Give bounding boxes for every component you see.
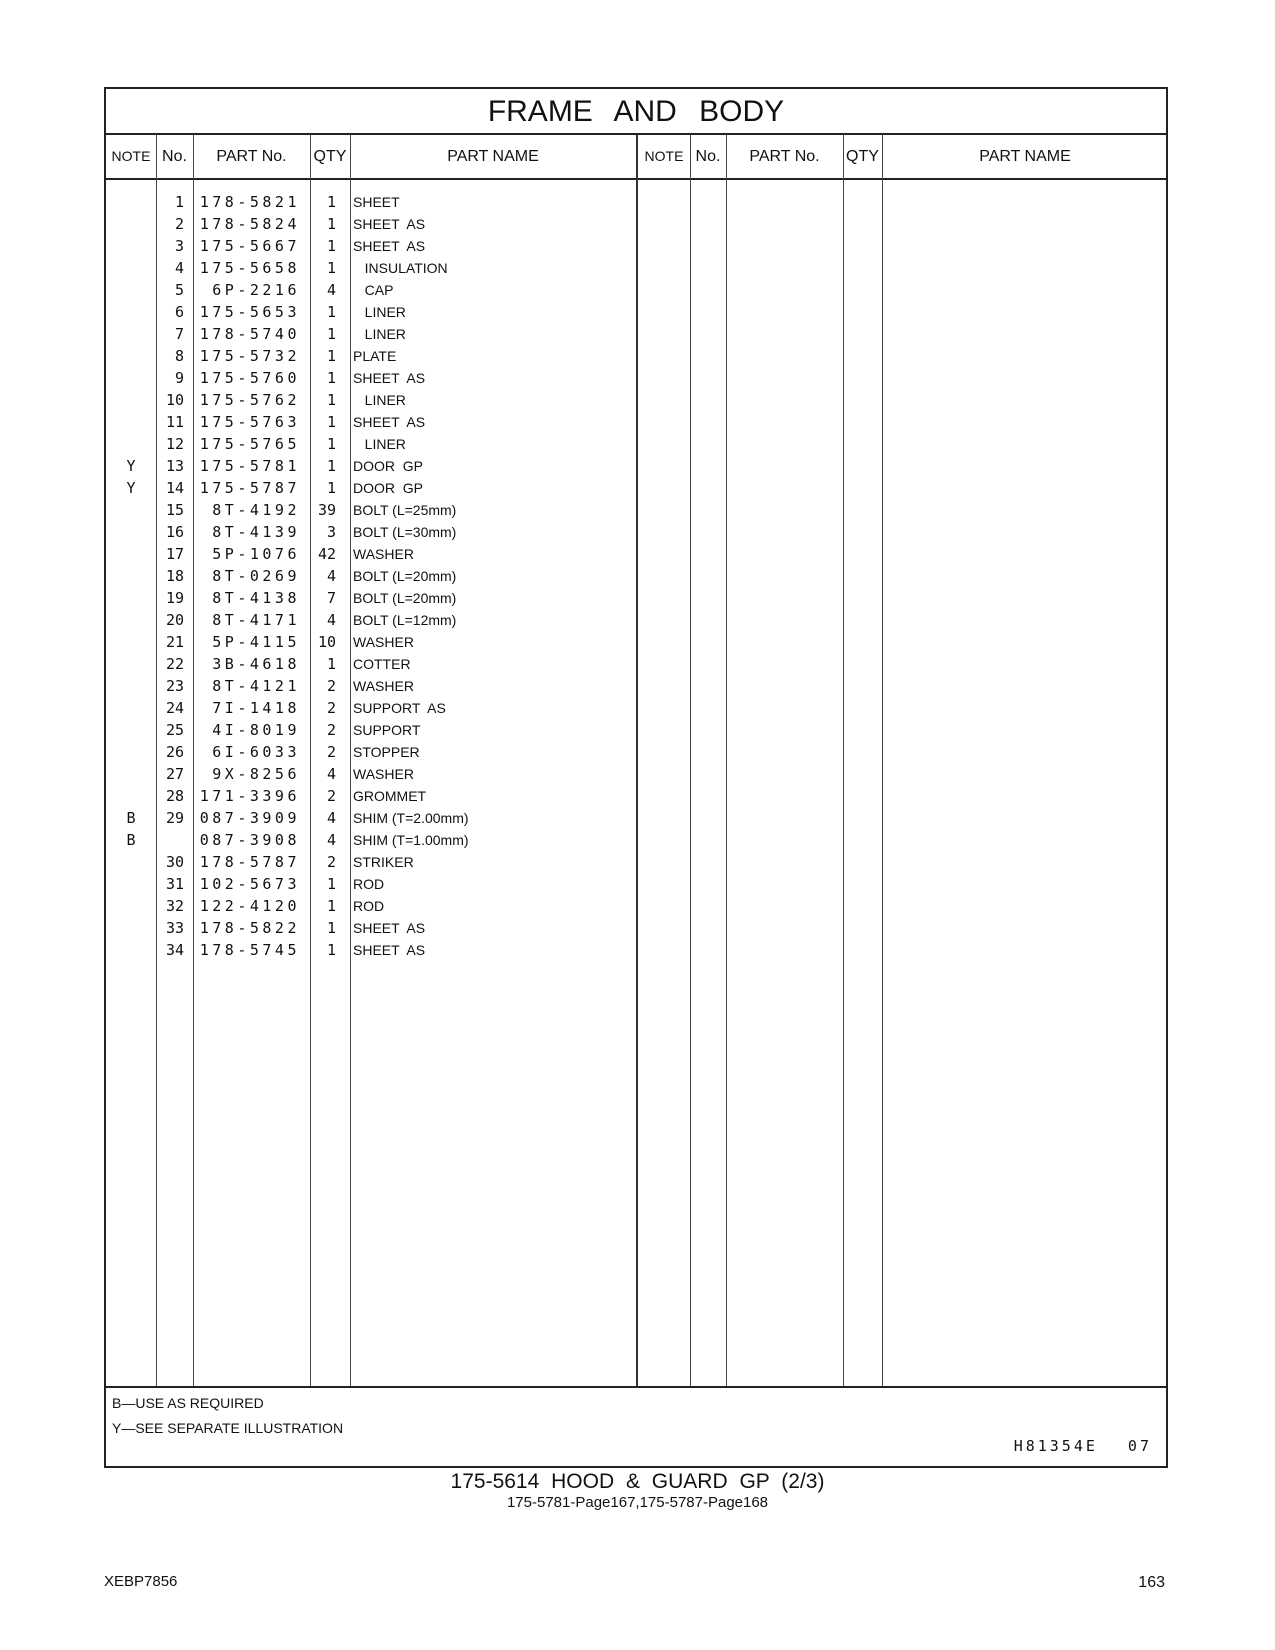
parts-table [104, 87, 1168, 1468]
row-part-number: 175-5732 [199, 347, 300, 365]
row-number: 25 [165, 721, 184, 739]
row-part-name: WASHER [353, 546, 414, 562]
row-note [106, 917, 156, 939]
row-part-number: 175-5667 [199, 237, 300, 255]
row-number: 11 [165, 413, 184, 431]
row-part-number: 175-5653 [199, 303, 300, 321]
table-row [106, 917, 626, 939]
row-part-name: SHEET AS [353, 920, 426, 936]
row-quantity: 1 [326, 479, 336, 497]
header-no-left: No. [162, 148, 187, 165]
row-number: 31 [165, 875, 184, 893]
row-note [106, 499, 156, 521]
row-number: 18 [165, 567, 184, 585]
row-note [106, 697, 156, 719]
row-part-number: 3B-4618 [212, 655, 300, 673]
row-quantity: 1 [326, 875, 336, 893]
row-quantity: 1 [326, 897, 336, 915]
row-part-number: 175-5787 [199, 479, 300, 497]
row-number [156, 829, 184, 851]
row-number: 27 [165, 765, 184, 783]
caption-title: 175-5614 HOOD & GUARD GP (2/3) [450, 1470, 825, 1493]
row-part-number: 175-5658 [199, 259, 300, 277]
row-part-name: LINER [353, 326, 406, 342]
row-part-number: 8T-0269 [212, 567, 300, 585]
row-part-number: 102-5673 [199, 875, 300, 893]
row-note [106, 785, 156, 807]
drawing-number: H81354E 07 [1013, 1437, 1152, 1455]
row-note [106, 675, 156, 697]
row-number: 33 [165, 919, 184, 937]
row-part-number: 5P-4115 [212, 633, 300, 651]
column-divider [882, 135, 883, 1386]
table-row [106, 873, 626, 895]
row-quantity: 1 [326, 369, 336, 387]
row-note: Y [126, 479, 136, 497]
document-id: XEBP7856 [104, 1573, 178, 1590]
row-quantity: 1 [326, 457, 336, 475]
row-part-number: 178-5822 [199, 919, 300, 937]
row-quantity: 1 [326, 413, 336, 431]
page-number: 163 [1138, 1574, 1165, 1591]
row-number: 32 [165, 897, 184, 915]
row-part-name: LINER [353, 392, 406, 408]
row-number: 20 [165, 611, 184, 629]
row-note [106, 411, 156, 433]
row-part-name: WASHER [353, 634, 414, 650]
legend-b: B—USE AS REQUIRED [112, 1395, 264, 1411]
row-number: 3 [174, 237, 184, 255]
row-part-name: BOLT (L=30mm) [353, 524, 457, 540]
table-row [106, 411, 626, 433]
column-divider [726, 135, 727, 1386]
row-part-name: SHEET [353, 194, 400, 210]
row-number: 2 [174, 215, 184, 233]
row-part-number: 175-5781 [199, 457, 300, 475]
row-note [106, 565, 156, 587]
row-number: 15 [165, 501, 184, 519]
table-row [106, 213, 626, 235]
row-part-number: 8T-4192 [212, 501, 300, 519]
table-row [106, 763, 626, 785]
row-note [106, 741, 156, 763]
row-part-name: COTTER [353, 656, 411, 672]
row-part-number: 178-5787 [199, 853, 300, 871]
row-part-name: CAP [353, 282, 394, 298]
row-note [106, 389, 156, 411]
column-divider [690, 135, 691, 1386]
row-number: 19 [165, 589, 184, 607]
row-number: 26 [165, 743, 184, 761]
row-part-name: DOOR GP [353, 458, 424, 474]
row-part-number: 9X-8256 [212, 765, 300, 783]
row-part-name: DOOR GP [353, 480, 424, 496]
row-part-number: 178-5740 [199, 325, 300, 343]
row-note [106, 543, 156, 565]
row-quantity: 1 [326, 941, 336, 959]
row-part-name: BOLT (L=25mm) [353, 502, 457, 518]
table-row [106, 389, 626, 411]
row-part-name: WASHER [353, 766, 414, 782]
row-number: 6 [174, 303, 184, 321]
table-row [106, 829, 626, 851]
table-row [106, 257, 626, 279]
row-quantity: 3 [326, 523, 336, 541]
row-part-number: 175-5763 [199, 413, 300, 431]
row-note [106, 939, 156, 961]
header-qty-right: QTY [846, 148, 879, 165]
row-number: 28 [165, 787, 184, 805]
row-note: Y [126, 457, 136, 475]
row-part-number: 171-3396 [199, 787, 300, 805]
row-number: 7 [174, 325, 184, 343]
row-number: 23 [165, 677, 184, 695]
row-number: 16 [165, 523, 184, 541]
legend-y: Y—SEE SEPARATE ILLUSTRATION [112, 1420, 344, 1436]
row-part-name: LINER [353, 436, 406, 452]
table-row [106, 807, 626, 829]
row-quantity: 39 [317, 501, 336, 519]
column-divider [843, 135, 844, 1386]
column-divider [636, 135, 638, 1386]
row-quantity: 1 [326, 391, 336, 409]
row-part-name: PLATE [353, 348, 397, 364]
row-note [106, 367, 156, 389]
row-part-name: WASHER [353, 678, 414, 694]
row-part-number: 178-5821 [199, 193, 300, 211]
row-quantity: 4 [326, 809, 336, 827]
row-note [106, 719, 156, 741]
row-number: 17 [165, 545, 184, 563]
row-quantity: 1 [326, 655, 336, 673]
header-part-right: PART No. [749, 148, 820, 165]
row-part-name: SHEET AS [353, 414, 426, 430]
header-name-right: PART NAME [979, 148, 1071, 165]
row-quantity: 4 [326, 281, 336, 299]
table-row [106, 675, 626, 697]
table-row [106, 191, 626, 213]
row-number: 8 [174, 347, 184, 365]
table-row [106, 851, 626, 873]
table-row [106, 323, 626, 345]
table-row [106, 653, 626, 675]
row-quantity: 1 [326, 325, 336, 343]
row-note [106, 851, 156, 873]
row-part-name: BOLT (L=20mm) [353, 568, 457, 584]
row-quantity: 1 [326, 347, 336, 365]
table-row [106, 477, 626, 499]
table-row [106, 367, 626, 389]
row-part-number: 6P-2216 [212, 281, 300, 299]
row-part-name: INSULATION [353, 260, 448, 276]
row-note [106, 609, 156, 631]
row-quantity: 1 [326, 215, 336, 233]
caption-page-references: 175-5781-Page167,175-5787-Page168 [506, 1494, 769, 1511]
table-row [106, 719, 626, 741]
row-quantity: 4 [326, 567, 336, 585]
row-note [106, 631, 156, 653]
row-number: 4 [174, 259, 184, 277]
row-note [106, 433, 156, 455]
row-part-number: 8T-4121 [212, 677, 300, 695]
row-number: 24 [165, 699, 184, 717]
row-note [106, 521, 156, 543]
row-quantity: 4 [326, 831, 336, 849]
row-part-number: 8T-4171 [212, 611, 300, 629]
row-note [106, 587, 156, 609]
row-part-number: 178-5824 [199, 215, 300, 233]
row-part-name: SHIM (T=1.00mm) [353, 832, 469, 848]
row-note [106, 323, 156, 345]
row-quantity: 1 [326, 919, 336, 937]
table-title: FRAME AND BODY [106, 89, 1166, 135]
row-note [106, 763, 156, 785]
table-row [106, 895, 626, 917]
row-quantity: 1 [326, 303, 336, 321]
row-number: 34 [165, 941, 184, 959]
row-part-number: 175-5760 [199, 369, 300, 387]
row-note [106, 895, 156, 917]
table-row [106, 433, 626, 455]
row-quantity: 2 [326, 787, 336, 805]
row-part-name: SUPPORT AS [353, 700, 446, 716]
row-part-name: SHEET AS [353, 942, 426, 958]
row-number: 12 [165, 435, 184, 453]
row-part-number: 7I-1418 [212, 699, 300, 717]
row-quantity: 1 [326, 237, 336, 255]
row-part-name: SHEET AS [353, 370, 426, 386]
table-row [106, 345, 626, 367]
table-row [106, 785, 626, 807]
row-quantity: 7 [326, 589, 336, 607]
row-part-number: 122-4120 [199, 897, 300, 915]
row-part-number: 8T-4139 [212, 523, 300, 541]
row-part-number: 6I-6033 [212, 743, 300, 761]
row-note [106, 279, 156, 301]
row-quantity: 2 [326, 721, 336, 739]
row-note [106, 873, 156, 895]
row-part-number: 8T-4138 [212, 589, 300, 607]
row-part-number: 178-5745 [199, 941, 300, 959]
row-part-name: SHEET AS [353, 216, 426, 232]
row-note [106, 191, 156, 213]
table-row [106, 499, 626, 521]
row-part-name: LINER [353, 304, 406, 320]
row-part-name: STRIKER [353, 854, 414, 870]
row-part-name: BOLT (L=20mm) [353, 590, 457, 606]
row-quantity: 1 [326, 193, 336, 211]
row-number: 14 [165, 479, 184, 497]
row-note [106, 653, 156, 675]
row-quantity: 42 [317, 545, 336, 563]
row-part-name: SHEET AS [353, 238, 426, 254]
row-part-name: ROD [353, 876, 385, 892]
header-note-left: NOTE [111, 148, 151, 164]
header-name-left: PART NAME [447, 148, 539, 165]
row-quantity: 10 [317, 633, 336, 651]
row-part-number: 175-5765 [199, 435, 300, 453]
row-quantity: 4 [326, 765, 336, 783]
footer-divider [106, 1386, 1166, 1388]
table-row [106, 565, 626, 587]
row-number: 21 [165, 633, 184, 651]
row-part-name: STOPPER [353, 744, 420, 760]
row-note: B [126, 831, 136, 849]
row-quantity: 1 [326, 435, 336, 453]
table-row [106, 587, 626, 609]
table-row [106, 543, 626, 565]
table-row [106, 609, 626, 631]
row-part-number: 4I-8019 [212, 721, 300, 739]
row-number: 9 [174, 369, 184, 387]
row-number: 10 [165, 391, 184, 409]
row-number: 22 [165, 655, 184, 673]
table-row [106, 455, 626, 477]
table-row [106, 235, 626, 257]
row-note [106, 213, 156, 235]
row-quantity: 2 [326, 743, 336, 761]
header-note-right: NOTE [644, 148, 684, 164]
row-quantity: 2 [326, 699, 336, 717]
row-number: 13 [165, 457, 184, 475]
row-quantity: 2 [326, 677, 336, 695]
row-part-name: ROD [353, 898, 385, 914]
row-part-name: GROMMET [353, 788, 427, 804]
row-part-number: 175-5762 [199, 391, 300, 409]
row-number: 1 [174, 193, 184, 211]
header-no-right: No. [695, 148, 721, 165]
row-note [106, 257, 156, 279]
row-quantity: 2 [326, 853, 336, 871]
header-qty-left: QTY [313, 148, 347, 165]
table-row [106, 301, 626, 323]
row-part-name: SHIM (T=2.00mm) [353, 810, 469, 826]
row-quantity: 1 [326, 259, 336, 277]
row-part-number: 087-3909 [199, 809, 300, 827]
row-part-name: SUPPORT [353, 722, 421, 738]
row-number: 30 [165, 853, 184, 871]
table-row [106, 741, 626, 763]
table-row [106, 521, 626, 543]
row-note: B [126, 809, 136, 827]
row-note [106, 235, 156, 257]
table-row [106, 697, 626, 719]
row-part-number: 087-3908 [199, 831, 300, 849]
row-part-name: BOLT (L=12mm) [353, 612, 457, 628]
table-row [106, 631, 626, 653]
table-row [106, 279, 626, 301]
row-note [106, 301, 156, 323]
row-part-number: 5P-1076 [212, 545, 300, 563]
row-number: 29 [165, 809, 184, 827]
row-note [106, 345, 156, 367]
row-quantity: 4 [326, 611, 336, 629]
row-number: 5 [174, 281, 184, 299]
table-row [106, 939, 626, 961]
header-part-left: PART No. [216, 148, 287, 165]
